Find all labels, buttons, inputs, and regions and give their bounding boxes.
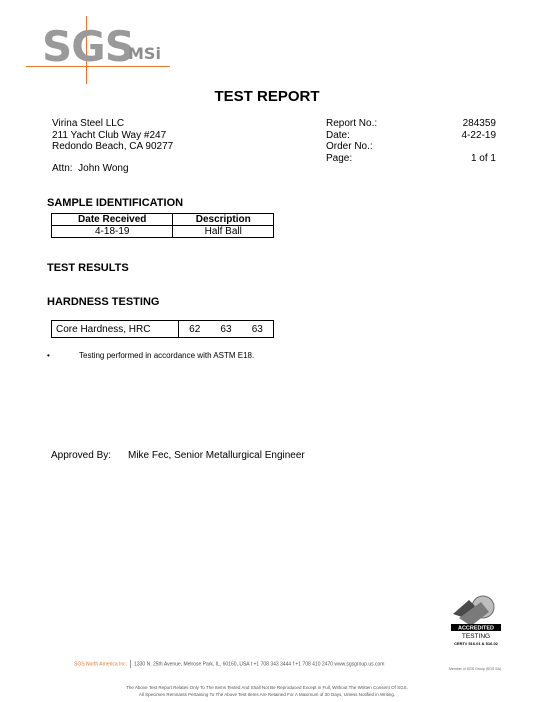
disclaimer-line-2: All Specimen Remnants Pertaining To The Above Test Items Are Retained For A Maximum of 30 Days, Unless Notified in Writing. xyxy=(138,692,396,697)
meta-label: Date: xyxy=(326,129,350,141)
meta-date xyxy=(326,130,496,142)
member-text: Member of SGS Group (SGS SA) xyxy=(449,667,502,671)
approval-line xyxy=(51,450,305,461)
client-name: Virina Steel LLC xyxy=(52,118,125,129)
date-received-cell: 4-18-19 xyxy=(52,226,173,238)
approved-by-label: Approved By: xyxy=(51,450,112,461)
msi-logo: MSi xyxy=(128,44,161,63)
description-cell: Half Ball xyxy=(173,226,274,238)
accreditation-badge xyxy=(449,592,503,652)
attention-line xyxy=(52,163,129,174)
test-note xyxy=(47,351,254,360)
meta-label: Order No.: xyxy=(326,141,373,152)
meta-value: 1 of 1 xyxy=(470,152,496,164)
client-address xyxy=(52,118,173,153)
footer-address xyxy=(74,660,384,668)
test-results-heading: TEST RESULTS xyxy=(47,262,129,274)
description-header: Description xyxy=(173,214,274,226)
table-row xyxy=(52,321,274,338)
accreditation-logo-icon xyxy=(449,592,503,652)
attn-label: Attn: xyxy=(52,163,73,174)
table-header-row xyxy=(52,214,274,226)
footer-divider xyxy=(130,660,131,668)
hardness-table xyxy=(51,320,274,338)
report-title: TEST REPORT xyxy=(214,88,320,105)
hardness-value-cell: 63 xyxy=(210,321,241,338)
meta-page xyxy=(326,153,496,165)
sample-identification-heading: SAMPLE IDENTIFICATION xyxy=(47,197,184,209)
sample-table xyxy=(51,213,274,238)
sgs-logo: SGS xyxy=(42,22,134,71)
meta-label: Page: xyxy=(326,152,353,164)
hardness-label-cell: Core Hardness, HRC xyxy=(52,321,179,338)
cert-text: CERT# 516.01 & 516.02 xyxy=(454,641,498,646)
client-city: Redondo Beach, CA 90277 xyxy=(52,141,174,152)
testing-text: TESTING xyxy=(461,633,491,640)
bullet-icon: • xyxy=(47,351,50,360)
report-metadata xyxy=(326,118,496,164)
client-street: 211 Yacht Club Way #247 xyxy=(52,129,167,141)
approver-name: Mike Fec, Senior Metallurgical Engineer xyxy=(128,450,305,461)
disclaimer-line-1: The Above Test Report Relates Only To The Items Tested And Shall Not Be Reproduced Except in Full, Without The Written Consent Of SGS. xyxy=(126,685,408,690)
table-row xyxy=(52,226,274,238)
hardness-testing-heading: HARDNESS TESTING xyxy=(47,296,160,308)
attn-name: John Wong xyxy=(78,163,129,174)
meta-order-no xyxy=(326,141,496,153)
note-text: Testing performed in accordance with ASTM E18. xyxy=(79,351,255,360)
meta-report-no xyxy=(326,118,496,130)
accredited-text: ACCREDITED xyxy=(457,625,495,632)
hardness-value-cell: 62 xyxy=(179,321,211,338)
meta-value: 4-22-19 xyxy=(461,129,496,141)
date-received-header: Date Received xyxy=(52,214,173,226)
footer-address-text: 1330 N. 25th Avenue, Melrose Park, IL, 60160, USA t +1 708 343 3444 f +1 708 410 2470 www.sgsgroup.us.com xyxy=(134,661,385,668)
meta-value: 284359 xyxy=(462,118,496,129)
footer-company: SGS North America Inc. xyxy=(74,661,128,668)
meta-label: Report No.: xyxy=(326,118,378,129)
hardness-value-cell: 63 xyxy=(242,321,274,338)
